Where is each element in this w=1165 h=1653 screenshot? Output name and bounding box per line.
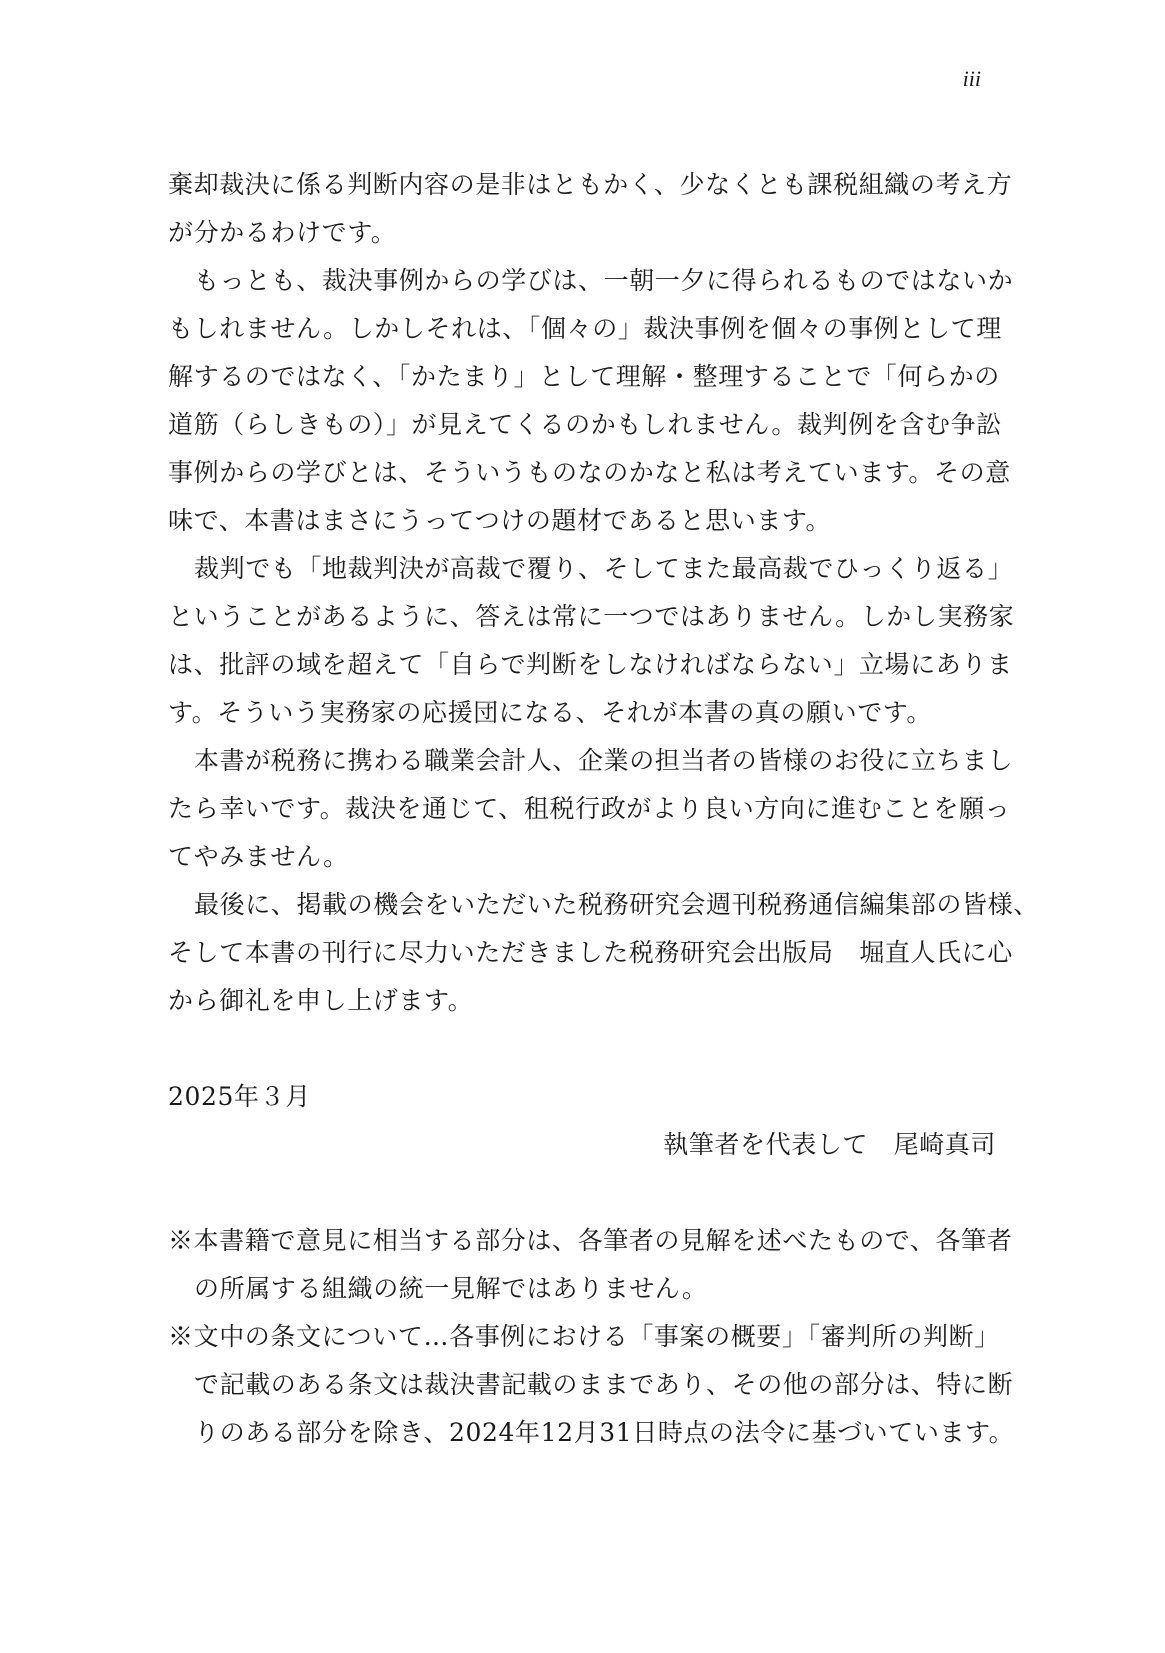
text-line: は、批評の域を超えて「自らで判断をしなければならない」立場にありま [168, 650, 1013, 679]
spacer [168, 1025, 1016, 1073]
preface-body [168, 161, 1039, 1457]
text-line: 道筋（らしきもの）」が見えてくるのかもしれません。裁判例を含む争訟 [168, 410, 1002, 439]
note-line: で記載のある条文は裁決書記載のままであり、その他の部分は、特に断 [194, 1370, 1014, 1399]
text-line: す。そういう実務家の応援団になる、それが本書の真の願いです。 [168, 698, 933, 727]
text-line: 裁判でも「地裁判決が高裁で覆り、そしてまた最高裁でひっくり返る」 [194, 554, 1014, 583]
date: 2025年３月 [168, 1082, 311, 1111]
text-line: から御礼を申し上げます。 [168, 986, 474, 1015]
text-line: 味で、本書はまさにうってつけの題材であると思います。 [168, 506, 832, 535]
note-line: ※文中の条文について…各事例における「事案の概要」「審判所の判断」 [168, 1322, 1000, 1351]
text-line: そして本書の刊行に尽力いただきました税務研究会出版局 堀直人氏に心 [168, 938, 1013, 967]
text-line: てやみません。 [168, 842, 349, 871]
text-line: たら幸いです。裁決を通じて、租税行政がより良い方向に進むことを願っ [168, 794, 1011, 823]
text-line: 事例からの学びとは、そういうものなのかなと私は考えています。その意 [168, 458, 1011, 487]
text-line: もっとも、裁決事例からの学びは、一朝一夕に得られるものではないか [194, 266, 1014, 295]
page-number: iii [962, 66, 981, 91]
text-line: ということがあるように、答えは常に一つではありません。しかし実務家 [168, 602, 1015, 631]
note-line: ※本書籍で意見に相当する部分は、各筆者の見解を述べたもので、各筆者 [168, 1226, 1013, 1255]
text-line: もしれません。しかしそれは、「個々の」裁決事例を個々の事例として理 [168, 314, 1002, 343]
spacer [168, 1169, 1016, 1217]
text-line: 棄却裁決に係る判断内容の是非はともかく、少なくとも課税組織の考え方 [168, 170, 1013, 199]
note-line: りのある部分を除き、2024年12月31日時点の法令に基づいています。 [194, 1418, 1015, 1447]
text-line: 解するのではなく、「かたまり」として理解・整理することで「何らかの [168, 362, 1000, 391]
text-line: 最後に、掲載の機会をいただいた税務研究会週刊税務通信編集部の皆様、 [194, 890, 1039, 919]
text-line: 本書が税務に携わる職業会計人、企業の担当者の皆様のお役に立ちまし [194, 746, 1014, 775]
note-line: の所属する組織の統一見解ではありません。 [194, 1274, 708, 1303]
text-line: が分かるわけです。 [168, 218, 397, 247]
signature: 執筆者を代表して 尾崎真司 [663, 1130, 996, 1159]
